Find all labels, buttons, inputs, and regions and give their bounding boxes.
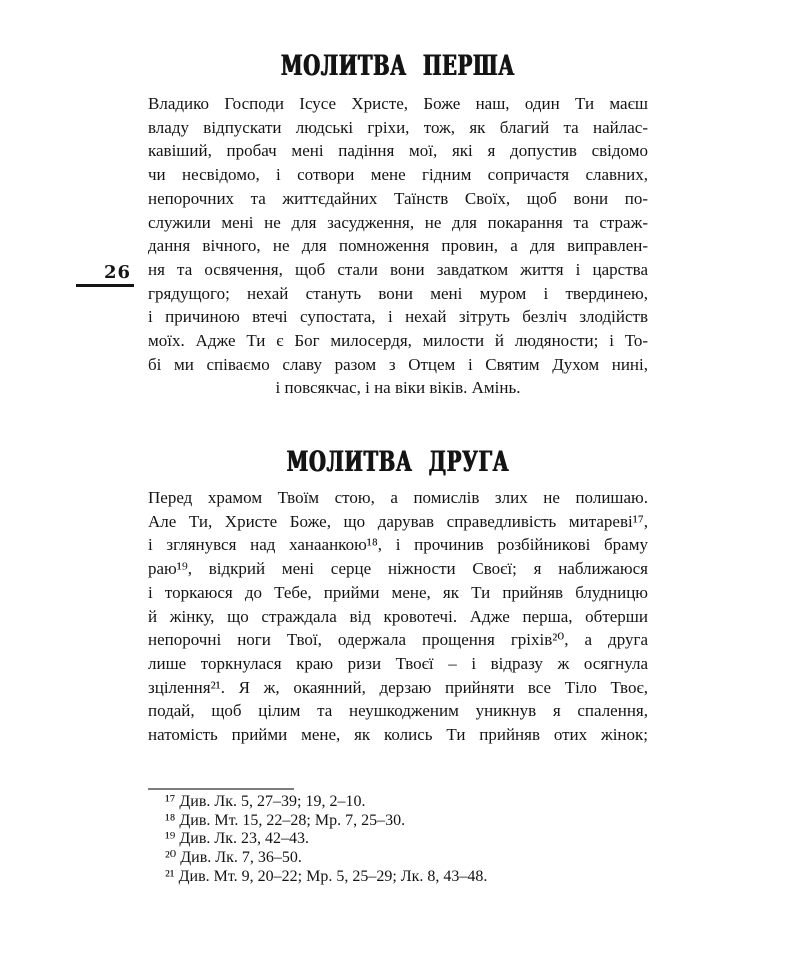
text-line: непорочні ноги Твої, одержала прощення гріхів²⁰, а друга (148, 630, 648, 650)
footnote: ¹⁷ Див. Лк. 5, 27–39; 19, 2–10. (165, 793, 366, 810)
footnotes-block (148, 793, 648, 887)
text-line: Перед храмом Твоїм стою, а помислів злих не полишаю. (148, 488, 648, 507)
text-line: бі ми співаємо славу разом з Отцем і Святим Духом нині, (148, 354, 648, 374)
text-line: ня та освячення, щоб стали вони завдатком життя і царства (148, 259, 648, 279)
prayer-first-paragraph (148, 92, 648, 400)
text-line: служили мені не для засудження, не для покарання та страж- (148, 212, 648, 232)
text-line: дання вічного, не для помноження провин, а для виправлен- (148, 236, 648, 256)
page-number-rule (76, 284, 134, 287)
footnote: ¹⁸ Див. Мт. 15, 22–28; Мр. 7, 25–30. (165, 811, 406, 829)
text-line-centered: і повсякчас, і на віки віків. Амінь. (275, 378, 521, 398)
prayer-second-title: МОЛИТВА ДРУГА (286, 446, 510, 479)
text-line: грядущого; нехай стануть вони мені муром і твердинею, (148, 283, 648, 303)
text-line: зцілення²¹. Я ж, окаянний, дерзаю прийняти все Тіло Твоє, (148, 677, 648, 697)
text-line: і торкаюся до Тебе, прийми мене, як Ти прийняв блудницю (148, 582, 648, 602)
text-line: подай, щоб цілим та неушкодженим уникнув я спалення, (148, 701, 648, 721)
text-line: чи несвідомо, і сотвори мене гідним сопричастя славних, (148, 165, 648, 185)
text-line: й жінку, що страждала від кровотечі. Адже перша, обтерши (148, 606, 648, 626)
text-line: Владико Господи Ісусе Христе, Боже наш, один Ти маєш (148, 94, 648, 113)
footnote: ²⁰ Див. Лк. 7, 36–50. (165, 849, 302, 867)
text-line: і причиною втечі супостата, і нехай зітруть безліч злодійств (148, 307, 648, 327)
footnote-separator-rule (148, 788, 294, 790)
text-line: лише торкнулася краю ризи Твоєї – і відразу ж осягнула (148, 653, 648, 673)
text-line: моїх. Адже Ти є Бог милосердя, милости й людяности; і То- (148, 331, 648, 351)
text-line: владу відпускати людські гріхи, тож, як благий та найлас- (148, 117, 648, 137)
page-number-block (76, 263, 134, 287)
prayer-second-paragraph (148, 486, 648, 747)
text-line: кавіший, пробач мені падіння мої, які я допустив свідомо (148, 141, 648, 161)
text-line: Але Ти, Христе Боже, що дарував справедливість митареві¹⁷, (148, 511, 648, 531)
prayer-first-title: МОЛИТВА ПЕРША (281, 50, 515, 83)
footnote: ²¹ Див. Мт. 9, 20–22; Мр. 5, 25–29; Лк. 8, 43–48. (165, 867, 488, 885)
page-number: 26 (103, 262, 131, 283)
text-line: непорочних та життєдайних Таїнств Своїх, щоб вони по- (148, 188, 648, 208)
text-line: натомість прийми мене, як колись Ти прийняв отих жінок; (148, 725, 648, 745)
text-line: і зглянувся над ханаанкою¹⁸, і прочинив розбійникові браму (148, 535, 648, 555)
text-line: раю¹⁹, відкрий мені серце ніжности Своєї; я наближаюся (148, 559, 648, 579)
footnote: ¹⁹ Див. Лк. 23, 42–43. (165, 830, 310, 848)
